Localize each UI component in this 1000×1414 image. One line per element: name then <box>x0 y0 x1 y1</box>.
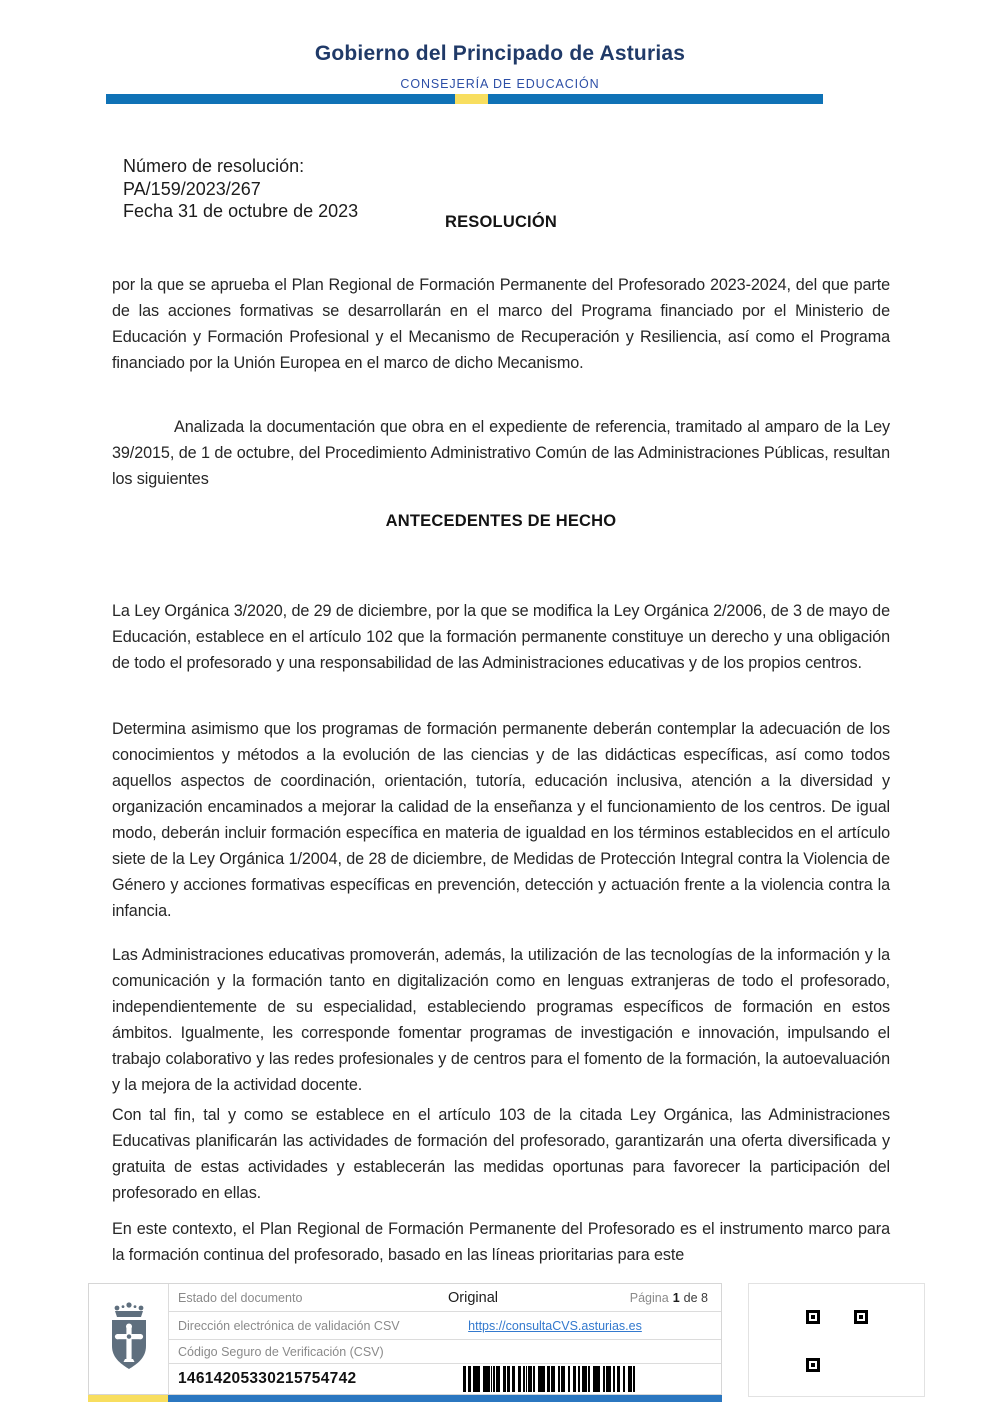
barcode <box>463 1366 635 1392</box>
paragraph-ley-organica: La Ley Orgánica 3/2020, de 29 de diciembre, por la que se modifica la Ley Orgánica 2/2006, de 3 de mayo de Educación, establece en el artículo 102 que la formación permanente constituye un derecho y una obligación de todo el profesorado y una responsabilidad de las Administraciones educativas y de los propios centros. <box>112 602 890 673</box>
page-indicator <box>630 1284 708 1311</box>
paragraph-administraciones: Las Administraciones educativas promoverán, además, la utilización de las tecnologías de la información y la comunicación y la formación tanto en digitalización como en lenguas extranjeras de todo el profesorado, independientemente de su especialidad, estableciendo programas específicos de formación en estos ámbitos. Igualmente, les corresponde fomentar programas de investigación e innovación, impulsando el trabajo colaborativo y las redes profesionales y de centros para el fomento de la formación, la autoevaluación y la mejora de la actividad docente. <box>112 946 890 1095</box>
status-value: Original <box>448 1289 498 1306</box>
csv-url-wrap <box>389 1312 721 1339</box>
qr-finder-top-left <box>806 1310 820 1324</box>
qr-finder-top-right <box>854 1310 868 1324</box>
page-total: de 8 <box>683 1290 708 1305</box>
footer-divider-bar <box>88 1395 722 1402</box>
validation-footer-box <box>88 1283 722 1395</box>
logo-cell <box>89 1284 169 1394</box>
status-label: Estado del documento <box>178 1290 303 1305</box>
csv-code-value: 14614205330215754742 <box>178 1370 357 1387</box>
resolution-number-value: PA/159/2023/267 <box>123 178 261 199</box>
paragraph-analizada: Analizada la documentación que obra en el expediente de referencia, tramitado al amparo de la Ley 39/2015, de 1 de octubre, del Procedimiento Administrativo Común de las Administraciones Públicas, resultan los siguientes <box>112 418 890 489</box>
qr-finder-bottom-left <box>806 1358 820 1372</box>
resolution-number-label: Número de resolución: <box>123 156 305 176</box>
asturias-shield-icon <box>107 1301 151 1377</box>
header-subtitle: CONSEJERÍA DE EDUCACIÓN <box>400 77 600 91</box>
paragraph-con-tal-fin: Con tal fin, tal y como se establece en el artículo 103 de la citada Ley Orgánica, las Administraciones Educativas planificarán las actividades de formación del profesorado, garantizarán una oferta diversificada y gratuita de estas actividades y establecerán las medidas oportunas para favorecer la participación del profesorado en ellas. <box>112 1106 890 1203</box>
qr-code-box <box>748 1283 925 1397</box>
resolution-date: Fecha 31 de octubre de 2023 <box>123 201 359 221</box>
page-number: 1 <box>672 1290 680 1305</box>
table-row-csv-label <box>169 1339 721 1363</box>
table-row-csv-url <box>169 1311 721 1339</box>
heading-antecedentes: ANTECEDENTES DE HECHO <box>385 512 617 530</box>
table-row-status <box>169 1284 721 1311</box>
csv-validation-link[interactable]: https://consultaCVS.asturias.es <box>468 1318 642 1333</box>
paragraph-intro: por la que se aprueba el Plan Regional de Formación Permanente del Profesorado 2023-2024, del que parte de las acciones formativas se desarrollarán en el marco del Programa financiado por el Ministerio de Educación y Formación Profesional y el Mecanismo de Recuperación y Resiliencia, así como el Programa financiado por la Unión Europea en el marco de dicho Mecanismo. <box>112 276 890 373</box>
header-divider-bar <box>106 94 823 104</box>
qr-code <box>806 1310 868 1372</box>
table-row-csv-code <box>169 1363 721 1394</box>
page-label: Página <box>629 1290 669 1305</box>
page-title: Gobierno del Principado de Asturias <box>314 42 686 65</box>
csv-url-label: Dirección electrónica de validación CSV <box>178 1318 400 1333</box>
heading-resolucion: RESOLUCIÓN <box>444 213 557 231</box>
paragraph-determina: Determina asimismo que los programas de formación permanente deberán contemplar la adecuación de los conocimientos y métodos a la evolución de las ciencias y de las didácticas específicas, así como todos aquellos aspectos de coordinación, orientación, tutoría, educación inclusiva, atención a la diversidad y organización encaminados a mejorar la calidad de la enseñanza y el funcionamiento de los centros. De igual modo, deberán incluir formación específica en materia de igualdad en los términos establecidos en el artículo siete de la Ley Orgánica 1/2004, de 28 de diciembre, de Medidas de Protección Integral contra la Violencia de Género y acciones formativas específicas en prevención, detección y actuación frente a la violencia contra la infancia. <box>112 720 890 921</box>
csv-code-label: Código Seguro de Verificación (CSV) <box>178 1344 384 1359</box>
validation-table <box>169 1284 721 1394</box>
paragraph-contexto: En este contexto, el Plan Regional de Formación Permanente del Profesorado es el instrumento marco para la formación continua del profesorado, basado en las líneas prioritarias para este <box>112 1220 890 1265</box>
footer-divider-gold-segment <box>88 1395 168 1402</box>
header-divider-gold-segment <box>455 94 488 104</box>
